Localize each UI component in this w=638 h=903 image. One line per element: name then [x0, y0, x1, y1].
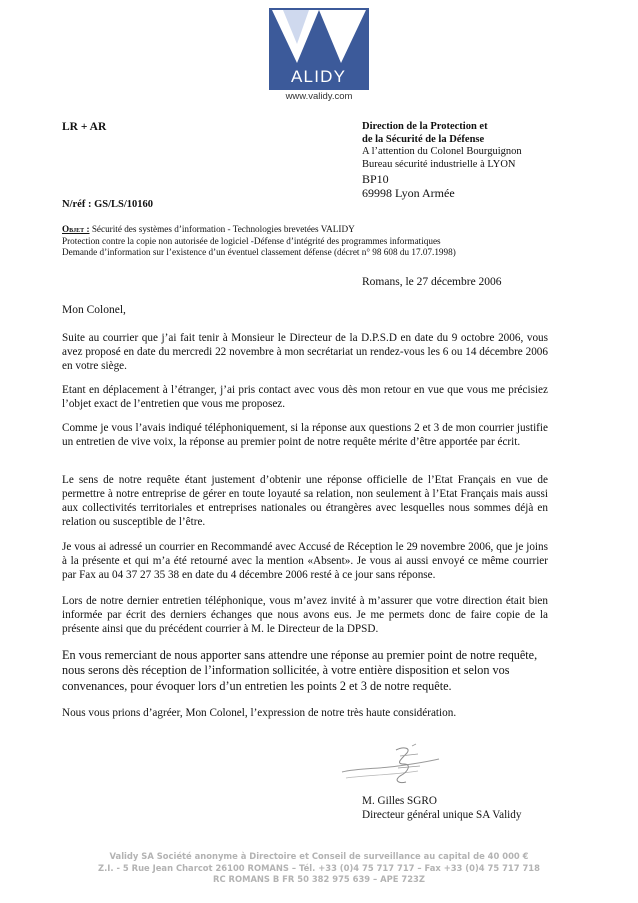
paragraph-emphasis: En vous remerciant de nous apporter sans attendre une réponse au premier point de notre requête, nous serons dès réception de l’information sollicitée, à votre entière disposition et selon vos convenances, pour évoquer lors d’un entretien les points 2 et 3 de notre requête.: [62, 648, 538, 693]
lrar-label: LR + AR: [62, 121, 107, 133]
logo-text: ALIDY: [291, 67, 347, 86]
paragraph: Lors de notre dernier entretien téléphonique, vous m’avez invité à m’assurer que votre direction était bien informée par écrit des derniers échanges que nous avons eus. Je me permets donc de faire copie de la présente ainsi que du précédent courrier à M. le Directeur de la DPSD.: [62, 595, 548, 635]
letter-date: Romans, le 27 décembre 2006: [362, 276, 502, 288]
paragraph: Je vous ai adressé un courrier en Recommandé avec Accusé de Réception le 29 novembre 2006, que je joins à la présente et qui m’a été retourné avec la mention «Absent». Je vous ai aussi envoyé ce même courrier par Fax au 04 37 27 35 38 en date du 4 décembre 2006 resté à ce jour sans réponse.: [62, 541, 548, 581]
object-line: Sécurité des systèmes d’information - Technologies brevetées VALIDY: [89, 224, 355, 234]
paragraph: Etant en déplacement à l’étranger, j’ai pris contact avec vous dès mon retour en vue que vous me précisiez l’objet exact de l’entretien que vous me proposez.: [62, 384, 548, 410]
recipient-line: A l’attention du Colonel Bourguignon: [362, 146, 522, 158]
footer-line: Validy SA Société anonyme à Directoire et Conseil de surveillance au capital de 40 000 €: [109, 851, 529, 861]
signer-name: M. Gilles SGRO: [362, 795, 437, 807]
object-line: Protection contre la copie non autorisée de logiciel -Défense d’intégrité des programmes informatiques: [62, 235, 441, 246]
handwritten-signature: [338, 742, 443, 790]
website-url: www.validy.com: [285, 91, 353, 102]
recipient-line: de la Sécurité de la Défense: [362, 133, 485, 145]
validy-logo: [269, 8, 369, 90]
closing-formula: Nous vous prions d’agréer, Mon Colonel, l’expression de notre très haute considération.: [62, 707, 457, 719]
paragraph: Le sens de notre requête étant justement d’obtenir une réponse officielle de l’Etat Français en vue de permettre à notre entreprise de gérer en toute loyauté sa relation, non seulement à l’Etat Français mais aussi aux collectivités territoriales et entreprises nationales ou étrangères avec lesquelles nous sommes déjà en relation ou susceptible de l’être.: [62, 474, 548, 528]
reference-number: N/réf : GS/LS/10160: [62, 199, 153, 210]
company-footer: [0, 851, 638, 886]
recipient-line: Direction de la Protection et: [362, 121, 488, 132]
object-line: Demande d’information sur l’existence d’un éventuel classement défense (décret n° 98 608 du 17.07.1998): [62, 247, 456, 258]
footer-line: Z.I. - 5 Rue Jean Charcot 26100 ROMANS – Tél. +33 (0)4 75 717 717 – Fax +33 (0)4 75 717 718: [98, 862, 540, 873]
signer-title: Directeur général unique SA Validy: [362, 809, 522, 821]
recipient-line: 69998 Lyon Armée: [362, 185, 455, 200]
salutation: Mon Colonel,: [62, 304, 126, 316]
footer-line: RC ROMANS B FR 50 382 975 639 – APE 723Z: [213, 874, 425, 885]
signer-block: [362, 794, 521, 822]
object-label: Objet :: [62, 224, 90, 234]
object-block: [62, 224, 582, 259]
paragraph: Suite au courrier que j’ai fait tenir à Monsieur le Directeur de la D.P.S.D en date du 9 octobre 2006, vous avez proposé en date du mercredi 22 novembre à mon secrétariat un rendez-vous les 6 ou 14 décembre 2006 en votre siège.: [62, 332, 548, 372]
recipient-line: Bureau sécurité industrielle à LYON: [362, 159, 516, 171]
recipient-line: BP10: [362, 171, 389, 186]
recipient-address: [362, 121, 522, 200]
paragraph: Comme je vous l’avais indiqué téléphoniquement, si la réponse aux questions 2 et 3 de mon courrier justifie un entretien de vive voix, la réponse au premier point de notre requête mérite d’être apportée par écrit.: [62, 422, 548, 448]
